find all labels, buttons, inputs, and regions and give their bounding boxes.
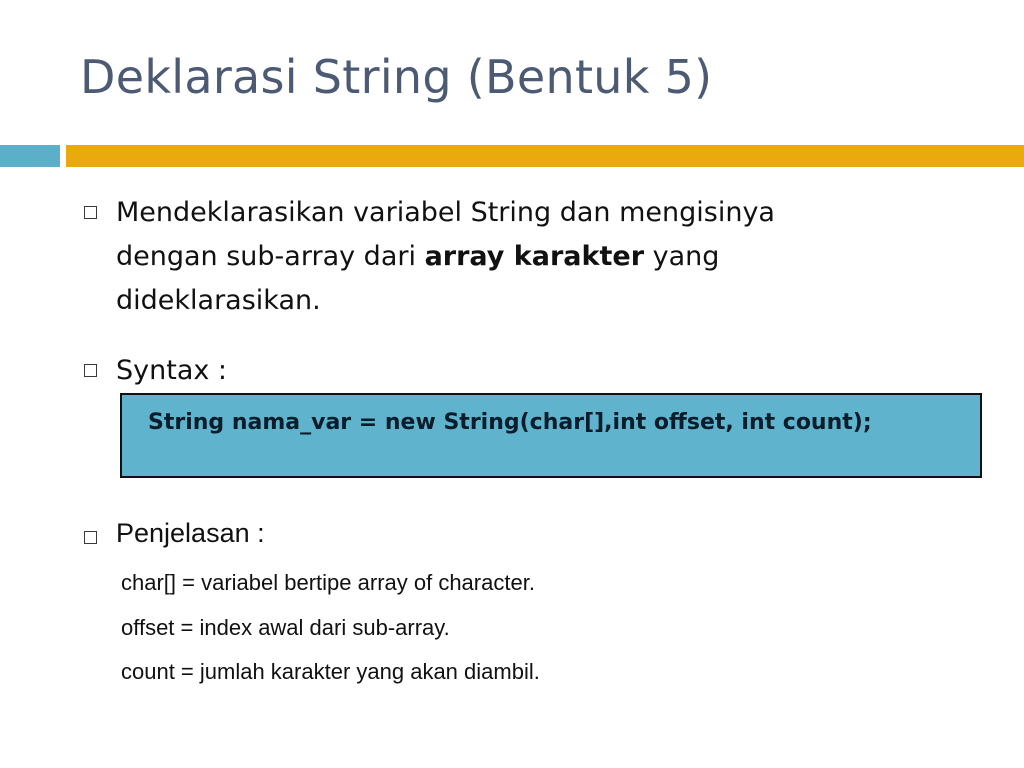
bullet-1-line-3: dideklarasikan.	[116, 285, 321, 316]
syntax-code-box	[120, 393, 982, 478]
accent-bar-blue	[0, 145, 60, 167]
bullet-3-label: Penjelasan :	[116, 518, 265, 548]
accent-bar-gold	[66, 145, 1024, 167]
explanation-line: count = jumlah karakter yang akan diambil.	[121, 659, 540, 684]
explanation-line: offset = index awal dari sub-array.	[121, 615, 450, 640]
bullet-1-line-1: Mendeklarasikan variabel String dan mengisinya	[116, 197, 775, 228]
bullet-1-line-2-start: dengan sub-array dari	[116, 241, 425, 272]
bullet-1-line-2	[116, 235, 775, 279]
bullet-square-icon	[84, 531, 97, 544]
bullet-1-text	[116, 191, 775, 323]
bullet-2-label: Syntax :	[116, 355, 228, 386]
bullet-1-line-2-end: yang	[644, 241, 720, 272]
slide-title: Deklarasi String (Bentuk 5)	[80, 50, 713, 104]
explanation-line: char[] = variabel bertipe array of character.	[121, 570, 535, 595]
syntax-code: String nama_var = new String(char[],int offset, int count);	[148, 410, 872, 435]
bullet-square-icon	[84, 206, 97, 219]
bullet-1-bold-term: array karakter	[424, 241, 645, 272]
bullet-square-icon	[84, 364, 97, 377]
